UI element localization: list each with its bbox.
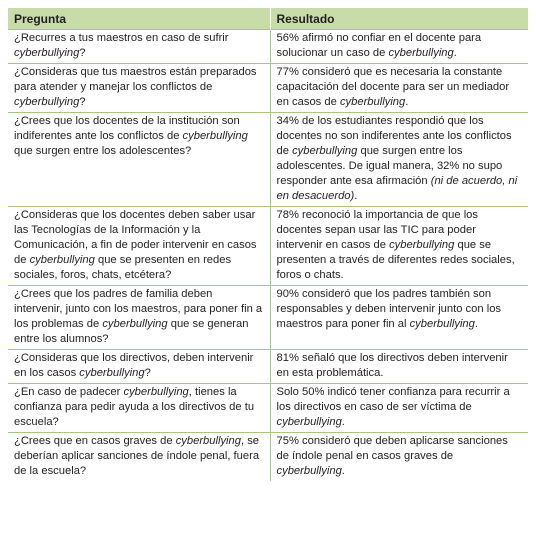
table-row (8, 113, 528, 207)
result-segment: . (474, 318, 478, 330)
question-segment: cyberbullying (182, 130, 248, 142)
result-segment: cyberbullying (409, 318, 475, 330)
result-cell (270, 433, 528, 482)
header-question: Pregunta (8, 8, 270, 30)
question-segment: ¿Crees que los docentes de la institución son indiferentes ante los conflictos de (14, 115, 240, 142)
question-segment: ¿Recurres a tus maestros en caso de sufrir (14, 32, 229, 44)
table-row (8, 433, 528, 482)
header-result: Resultado (270, 8, 528, 30)
question-cell (8, 207, 270, 286)
result-cell (270, 384, 528, 433)
question-segment: ? (79, 47, 86, 59)
question-segment: ¿Consideras que los directivos, deben intervenir en los casos (14, 352, 254, 379)
result-segment: 78% reconoció la importancia de que los docentes sepan usar las TIC para poder intervenir en casos de (276, 209, 478, 251)
result-segment: cyberbullying (389, 239, 455, 251)
result-segment: que surgen entre los adolescentes. De igual manera, 32% no supo responder ante esa afirmación (276, 145, 503, 187)
result-segment: 77% consideró que es necesaria la constante capacitación del docente para ser un mediador en casos de (276, 66, 510, 108)
question-segment: ¿Consideras que tus maestros están preparados para atender y manejar los conflictos de (14, 66, 257, 93)
question-cell (8, 350, 270, 384)
question-segment: ¿Consideras que los docentes deben saber usar las Tecnologías de la Información y la Comunicación, a fin de poder intervenir en casos de (14, 209, 257, 266)
question-segment: ¿Crees que en casos graves de (14, 435, 176, 447)
result-segment: 34% de los estudiantes respondió que los docentes no son indiferentes ante los conflictos de (276, 115, 512, 157)
table-row (8, 30, 528, 64)
result-segment: . (341, 416, 345, 428)
result-cell (270, 64, 528, 113)
question-segment: que surgen entre los adolescentes? (14, 145, 192, 157)
result-cell (270, 350, 528, 384)
result-segment: cyberbullying (276, 416, 342, 428)
question-segment: que se presenten en redes sociales, foros, chats, etcétera? (14, 254, 232, 281)
result-segment: 81% señaló que los directivos deben intervenir en esta problemática. (276, 352, 508, 379)
question-cell (8, 433, 270, 482)
question-segment: cyberbullying (175, 435, 241, 447)
header-row (8, 8, 528, 30)
result-cell (270, 286, 528, 350)
table-body (8, 30, 528, 482)
question-segment: ¿Crees que los padres de familia deben intervenir, junto con los maestros, para poner fin a los problemas de (14, 288, 263, 330)
result-segment: 90% consideró que los padres también son responsables y deben intervenir junto con los maestros para poner fin al (276, 288, 502, 330)
question-segment: , se deberían aplicar sanciones de índole penal, fuera de la escuela? (14, 435, 260, 477)
table-row (8, 64, 528, 113)
result-segment: cyberbullying (388, 47, 454, 59)
result-segment: (ni de acuerdo, ni en desacuerdo) (276, 175, 518, 202)
table-row (8, 207, 528, 286)
result-segment: cyberbullying (276, 465, 342, 477)
question-segment: cyberbullying (14, 96, 80, 108)
question-segment: cyberbullying (102, 318, 168, 330)
question-segment: cyberbullying (79, 367, 145, 379)
question-cell (8, 286, 270, 350)
result-segment: . (405, 96, 409, 108)
result-segment: cyberbullying (292, 145, 358, 157)
result-cell (270, 207, 528, 286)
question-segment: , tienes la confianza para pedir ayuda a los directivos de tu escuela? (14, 386, 255, 428)
result-segment: . (354, 190, 358, 202)
question-segment: ? (144, 367, 151, 379)
result-segment: . (453, 47, 457, 59)
question-cell (8, 30, 270, 64)
table-row (8, 286, 528, 350)
question-segment: que se generan entre los alumnos? (14, 318, 249, 345)
result-segment: cyberbullying (339, 96, 406, 108)
question-segment: cyberbullying (123, 386, 189, 398)
results-table (8, 8, 528, 481)
question-segment: cyberbullying (29, 254, 95, 266)
table-row (8, 350, 528, 384)
result-segment: Solo 50% indicó tener confianza para recurrir a los directivos en caso de ser víctima de (276, 386, 510, 413)
result-cell (270, 30, 528, 64)
question-cell (8, 113, 270, 207)
result-segment: 75% consideró que deben aplicarse sanciones de índole penal en casos graves de (276, 435, 508, 462)
result-segment: . (341, 465, 345, 477)
question-cell (8, 64, 270, 113)
question-segment: ? (79, 96, 86, 108)
question-cell (8, 384, 270, 433)
result-cell (270, 113, 528, 207)
question-segment: cyberbullying (14, 47, 80, 59)
result-segment: que se presenten a través de diferentes redes sociales, foros o chats. (276, 239, 515, 281)
result-segment: 56% afirmó no confiar en el docente para solucionar un caso de (276, 32, 482, 59)
question-segment: ¿En caso de padecer (14, 386, 124, 398)
table-row (8, 384, 528, 433)
